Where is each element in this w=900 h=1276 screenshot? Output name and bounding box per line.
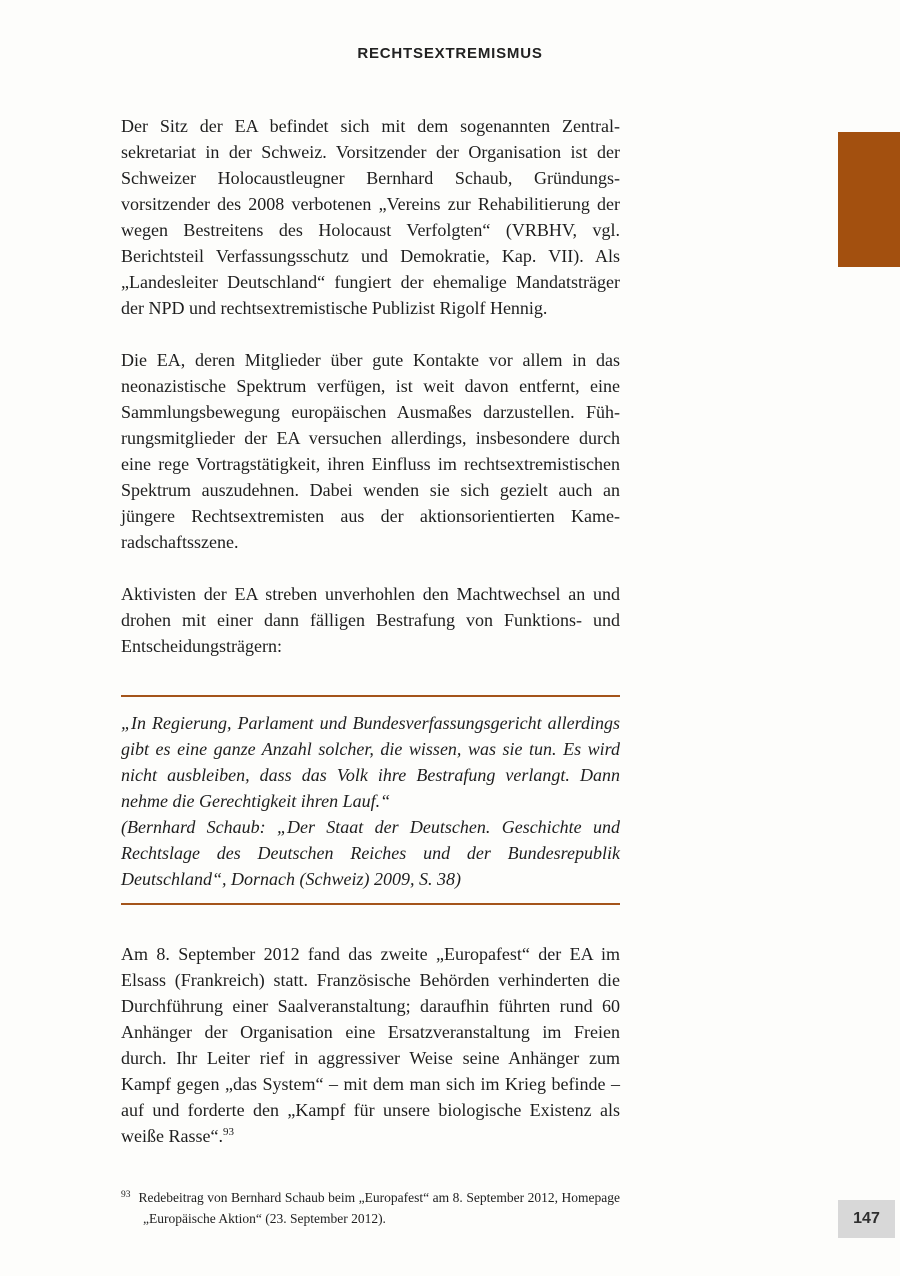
footnote-text: Redebeitrag von Bernhard Schaub beim „Europafest“ am 8. September 2012, Homepage „Europäische Aktion“ (23. September 2012).: [138, 1190, 620, 1226]
body-paragraph: Der Sitz der EA befindet sich mit dem sogenannten Zentralsekretariat in der Schweiz. Vorsitzender der Organisation ist der Schweizer Holocaustleugner Bernhard Schaub, Gründungsvorsitzender des 2008 verbotenen „Vereins zur Rehabilitierung der wegen Bestreitens des Holocaust Verfolgten“ (VRBHV, vgl. Berichtsteil Verfassungsschutz und Demokratie, Kap. VII). Als „Landesleiter Deutschland“ fungiert der ehemalige Mandatsträger der NPD und rechtsextremistische Publizist Rigolf Hennig.: [121, 116, 620, 318]
body-paragraph: Aktivisten der EA streben unverhohlen den Machtwechsel an und drohen mit einer dann fälligen Bestrafung von Funktions- und Entscheidungsträgern:: [121, 584, 620, 656]
blockquote: [121, 695, 620, 905]
text-column: [121, 113, 620, 1229]
running-header: RECHTSEXTREMISMUS: [357, 45, 543, 62]
footnote-ref: 93: [222, 1126, 234, 1138]
quote-citation: (Bernhard Schaub: „Der Staat der Deutschen. Geschichte und Rechtslage des Deutschen Reiches und der Bundesrepublik Deutschland“, Dornach (Schweiz) 2009, S. 38): [121, 817, 620, 889]
chapter-thumb-marker: [838, 132, 900, 267]
body-paragraph: Die EA, deren Mitglieder über gute Kontakte vor allem in das neonazistische Spektrum verfügen, ist weit davon entfernt, eine Sammlungsbewegung europäischen Ausmaßes darzustellen. Führungsmitglieder der EA versuchen allerdings, insbesondere durch eine rege Vortragstätigkeit, ihren Einfluss im rechtsextremistischen Spektrum auszudehnen. Dabei wenden sie sich gezielt auch an jüngere Rechtsextremisten aus der aktionsorientierten Kameradschaftsszene.: [121, 350, 620, 552]
quote-text: „In Regierung, Parlament und Bundesverfassungsgericht allerdings gibt es eine ganze Anzahl solcher, die wissen, was sie tun. Es wird nicht ausbleiben, dass das Volk ihre Bestrafung verlangt. Dann nehme die Gerechtigkeit ihren Lauf.“: [121, 713, 620, 811]
body-paragraph: [121, 941, 620, 1149]
footnote: [121, 1187, 620, 1229]
page-number-badge: 147: [838, 1200, 895, 1238]
footnote-marker: 93: [121, 1189, 131, 1200]
paragraph-text: Am 8. September 2012 fand das zweite „Europafest“ der EA im Elsass (Frankreich) statt. Französische Behörden verhinderten die Durchführung einer Saalveranstaltung; daraufhin führten rund 60 Anhänger der Organisation eine Ersatzveranstaltung im Freien durch. Ihr Leiter rief in aggressiver Weise seine Anhänger zum Kampf gegen „das System“ – mit dem man sich im Krieg befinde – auf und forderte den „Kampf für unsere biologische Existenz als weiße Rasse“.: [121, 944, 620, 1146]
